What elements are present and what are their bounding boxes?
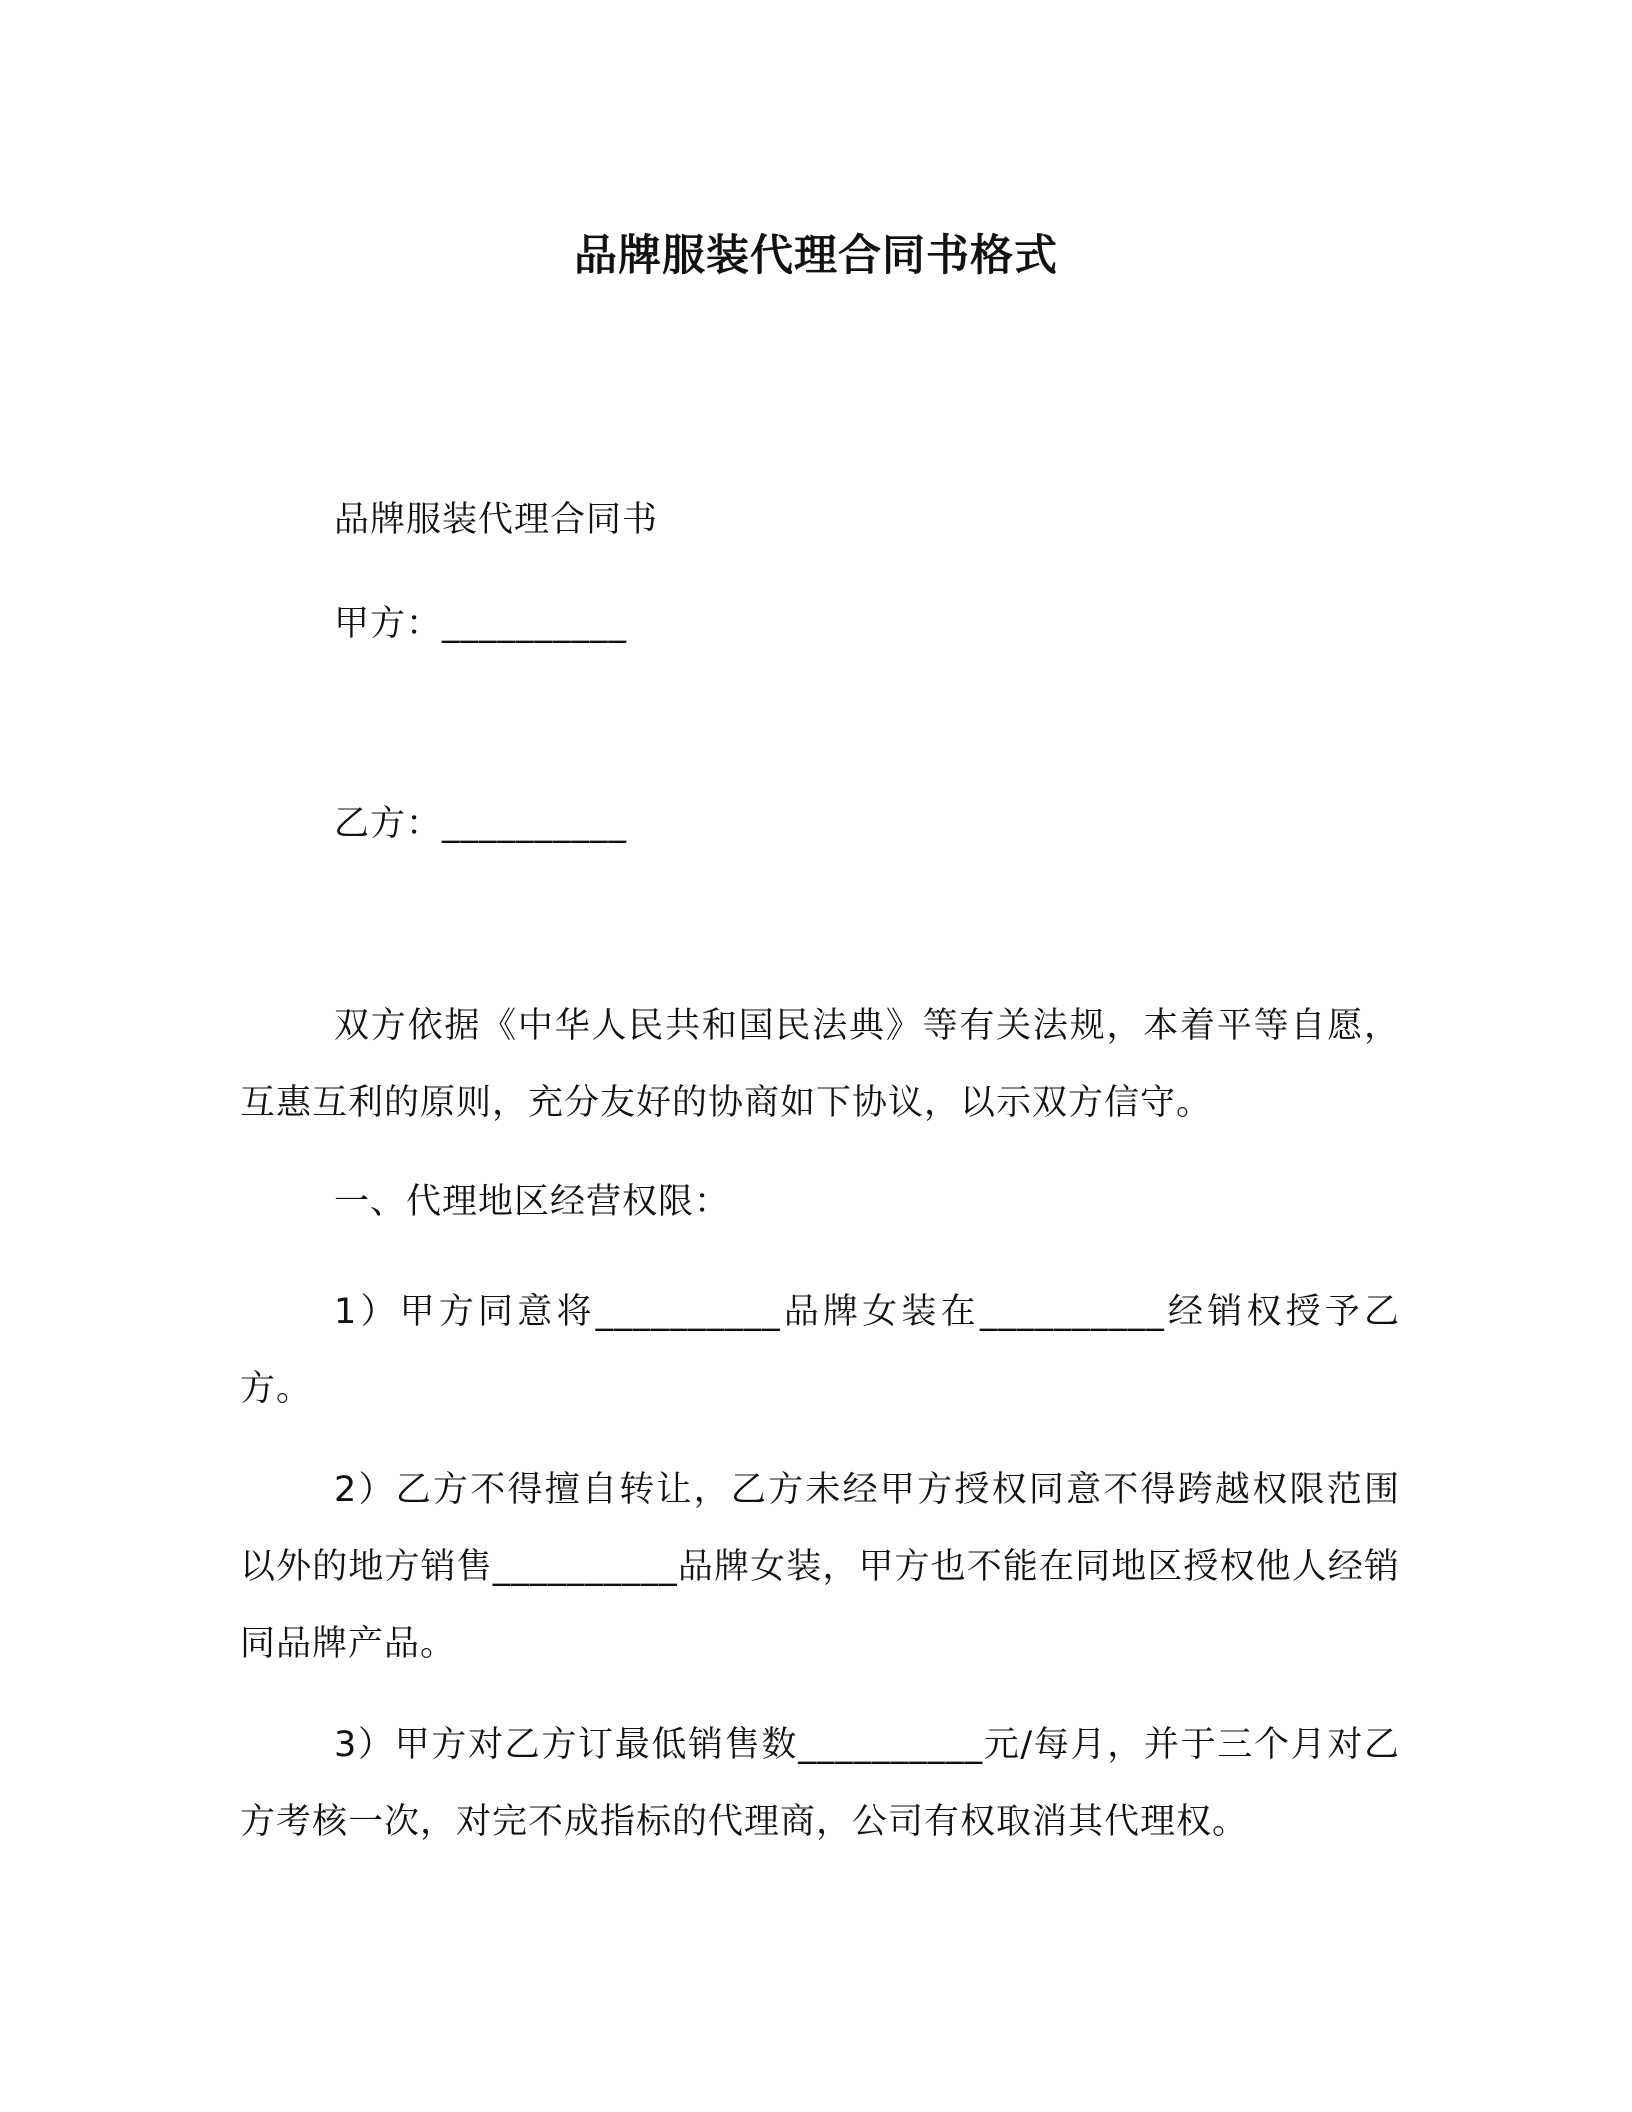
party-b-line: 乙方：__________ xyxy=(334,804,628,844)
party-a-line: 甲方：__________ xyxy=(334,604,628,644)
clause-1-paragraph: 1）甲方同意将__________品牌女装在__________经销权授予乙方。 xyxy=(240,1292,1400,1409)
clause-3-paragraph: 3）甲方对乙方订最低销售数__________元/每月，并于三个月对乙方考核一次，对完不成指标的代理商，公司有权取消其代理权。 xyxy=(240,1725,1400,1842)
document-title: 品牌服装代理合同书格式 xyxy=(574,231,1058,281)
clause-2-paragraph: 2）乙方不得擅自转让，乙方未经甲方授权同意不得跨越权限范围以外的地方销售__________品牌女装，甲方也不能在同地区授权他人经销同品牌产品。 xyxy=(240,1470,1400,1664)
section-1-heading: 一、代理地区经营权限： xyxy=(334,1182,731,1222)
contract-subtitle: 品牌服装代理合同书 xyxy=(334,500,659,540)
preamble-paragraph: 双方依据《中华人民共和国民法典》等有关法规，本着平等自愿，互惠互利的原则，充分友好的协商如下协议，以示双方信守。 xyxy=(240,1006,1400,1123)
